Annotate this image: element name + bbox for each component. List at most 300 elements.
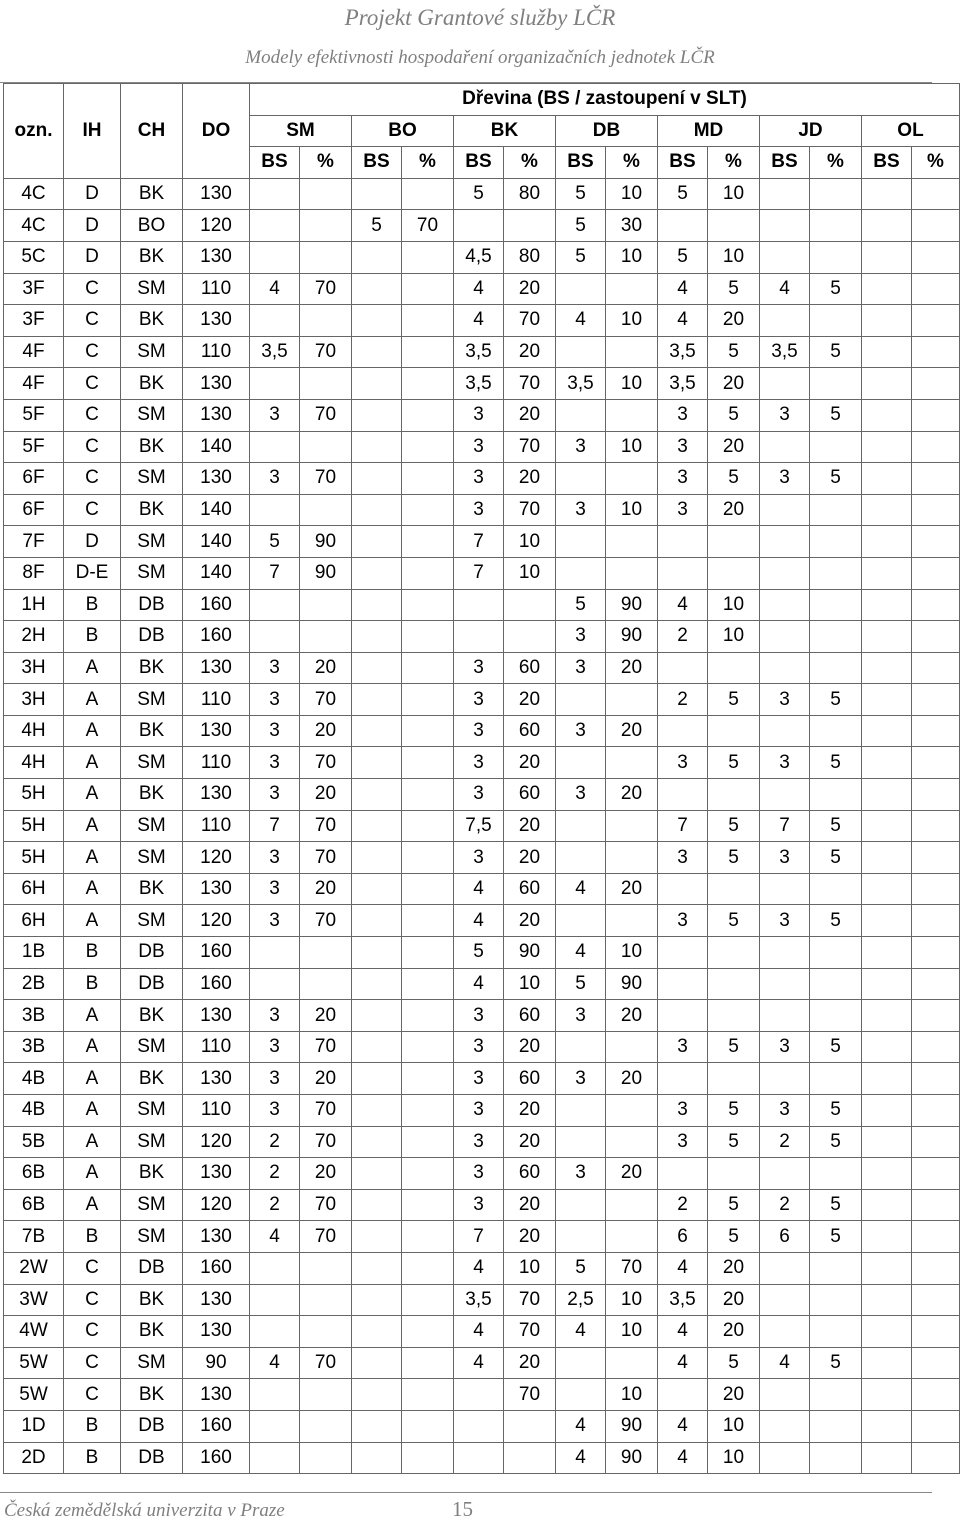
species-group-header: Dřevina (BS / zastoupení v SLT)	[250, 84, 960, 116]
table-cell: 1B	[4, 937, 64, 969]
table-cell	[402, 621, 454, 653]
table-cell	[810, 368, 862, 400]
table-row	[4, 968, 960, 1000]
table-cell: DB	[121, 621, 183, 653]
table-cell: 130	[183, 1284, 250, 1316]
column-header-ch: CH	[121, 115, 183, 147]
table-cell: 60	[504, 652, 556, 684]
table-cell	[402, 1189, 454, 1221]
table-cell	[862, 589, 912, 621]
table-cell: 70	[300, 336, 352, 368]
table-cell	[402, 273, 454, 305]
table-cell	[658, 968, 708, 1000]
table-cell	[556, 1347, 606, 1379]
table-cell: 3	[556, 715, 606, 747]
table-cell: 110	[183, 1095, 250, 1127]
subheader-bs: BS	[352, 147, 402, 179]
table-cell	[708, 937, 760, 969]
table-cell	[402, 1095, 454, 1127]
table-cell: A	[64, 873, 121, 905]
table-cell: 110	[183, 336, 250, 368]
header-key-cell	[4, 84, 64, 116]
table-cell: 5	[810, 336, 862, 368]
table-cell	[912, 557, 960, 589]
table-cell: 70	[504, 305, 556, 337]
table-cell: 3	[454, 684, 504, 716]
table-cell: 3	[454, 652, 504, 684]
table-cell	[760, 873, 810, 905]
table-cell	[810, 210, 862, 242]
table-cell: C	[64, 336, 121, 368]
table-cell: 5W	[4, 1379, 64, 1411]
table-cell: 5	[810, 810, 862, 842]
table-cell: 3,5	[658, 368, 708, 400]
table-cell	[352, 652, 402, 684]
table-cell	[912, 1031, 960, 1063]
header-row-group	[4, 84, 960, 116]
table-cell	[862, 1442, 912, 1474]
table-cell	[862, 494, 912, 526]
table-cell	[810, 589, 862, 621]
table-cell	[250, 305, 300, 337]
table-cell: 120	[183, 210, 250, 242]
table-cell: 3	[760, 684, 810, 716]
table-cell: 3	[658, 747, 708, 779]
table-cell: 3,5	[760, 336, 810, 368]
table-row	[4, 368, 960, 400]
table-cell: 20	[606, 652, 658, 684]
table-cell	[862, 937, 912, 969]
table-cell: 5	[708, 1347, 760, 1379]
table-cell: 10	[504, 557, 556, 589]
table-cell	[402, 1316, 454, 1348]
table-cell	[606, 463, 658, 495]
table-cell: 10	[606, 305, 658, 337]
table-cell	[606, 1095, 658, 1127]
table-cell	[402, 368, 454, 400]
table-cell: 7	[454, 526, 504, 558]
table-cell	[300, 305, 352, 337]
table-cell: 3	[760, 463, 810, 495]
table-cell	[606, 273, 658, 305]
table-cell: 3	[454, 842, 504, 874]
table-cell	[402, 968, 454, 1000]
table-cell: 160	[183, 968, 250, 1000]
subheader-percent: %	[708, 147, 760, 179]
table-cell	[912, 1316, 960, 1348]
table-cell	[556, 463, 606, 495]
table-row	[4, 305, 960, 337]
table-cell	[402, 1221, 454, 1253]
table-cell	[708, 779, 760, 811]
table-cell	[606, 1189, 658, 1221]
table-cell	[708, 1063, 760, 1095]
table-cell: C	[64, 1316, 121, 1348]
table-cell: 110	[183, 273, 250, 305]
table-cell	[402, 399, 454, 431]
table-cell: DB	[121, 1252, 183, 1284]
table-row	[4, 1442, 960, 1474]
column-header-do: DO	[183, 115, 250, 147]
table-cell	[402, 336, 454, 368]
table-cell: 120	[183, 842, 250, 874]
table-cell	[760, 178, 810, 210]
table-cell	[402, 589, 454, 621]
table-cell: 10	[606, 241, 658, 273]
table-cell: 3	[250, 652, 300, 684]
table-cell: 5	[556, 968, 606, 1000]
table-cell	[912, 273, 960, 305]
table-cell	[810, 557, 862, 589]
table-cell	[912, 1347, 960, 1379]
column-header-ozn: ozn.	[4, 115, 64, 147]
table-cell	[912, 968, 960, 1000]
table-cell: 5F	[4, 431, 64, 463]
table-cell	[658, 652, 708, 684]
table-cell: 4	[454, 1252, 504, 1284]
table-cell	[912, 652, 960, 684]
table-cell	[912, 779, 960, 811]
table-cell	[556, 842, 606, 874]
table-cell: BK	[121, 178, 183, 210]
subheader-percent: %	[606, 147, 658, 179]
table-cell: SM	[121, 1347, 183, 1379]
table-cell: 10	[606, 494, 658, 526]
table-cell	[760, 368, 810, 400]
table-cell	[862, 1316, 912, 1348]
table-cell: 3	[760, 905, 810, 937]
table-cell	[454, 210, 504, 242]
table-cell: 7	[250, 810, 300, 842]
table-cell	[810, 1158, 862, 1190]
table-cell: A	[64, 1063, 121, 1095]
table-cell	[556, 336, 606, 368]
table-cell	[708, 968, 760, 1000]
table-cell	[810, 494, 862, 526]
table-cell	[708, 210, 760, 242]
table-cell: 20	[708, 431, 760, 463]
table-cell	[606, 526, 658, 558]
species-header-ol: OL	[862, 115, 960, 147]
table-cell: 5	[658, 178, 708, 210]
table-cell: 3	[658, 431, 708, 463]
table-cell: 3	[454, 1031, 504, 1063]
table-cell: BK	[121, 368, 183, 400]
table-cell: C	[64, 305, 121, 337]
table-cell	[912, 684, 960, 716]
table-cell: 5	[708, 842, 760, 874]
table-row	[4, 494, 960, 526]
table-cell: 4B	[4, 1095, 64, 1127]
table-cell: 3F	[4, 305, 64, 337]
table-cell: 130	[183, 241, 250, 273]
table-row	[4, 779, 960, 811]
table-cell: SM	[121, 557, 183, 589]
table-cell	[352, 305, 402, 337]
table-cell: 4	[250, 273, 300, 305]
table-cell: 10	[606, 1379, 658, 1411]
table-cell	[250, 241, 300, 273]
table-cell: 5	[810, 1095, 862, 1127]
table-cell	[810, 1379, 862, 1411]
table-cell	[912, 241, 960, 273]
table-cell	[402, 842, 454, 874]
table-cell: 2	[760, 1189, 810, 1221]
table-cell	[862, 1063, 912, 1095]
table-cell	[810, 1316, 862, 1348]
table-row	[4, 1189, 960, 1221]
table-cell: 70	[300, 1221, 352, 1253]
table-cell: 3	[658, 494, 708, 526]
table-cell: 130	[183, 1000, 250, 1032]
table-cell	[810, 1000, 862, 1032]
table-cell	[352, 1126, 402, 1158]
table-cell: 5	[250, 526, 300, 558]
table-cell: 3	[454, 494, 504, 526]
species-table	[3, 83, 960, 1474]
table-cell: BK	[121, 494, 183, 526]
table-cell: 5	[556, 178, 606, 210]
table-cell: 20	[606, 715, 658, 747]
table-cell: A	[64, 684, 121, 716]
table-cell: 3	[658, 905, 708, 937]
table-cell	[862, 336, 912, 368]
table-cell	[556, 747, 606, 779]
table-cell	[862, 463, 912, 495]
table-cell	[606, 399, 658, 431]
table-cell	[912, 494, 960, 526]
table-cell: 10	[504, 1252, 556, 1284]
table-cell: 5	[708, 684, 760, 716]
table-cell	[352, 273, 402, 305]
table-cell: 3,5	[556, 368, 606, 400]
table-cell: C	[64, 273, 121, 305]
table-cell: 3	[760, 1031, 810, 1063]
subheader-percent: %	[912, 147, 960, 179]
table-cell	[810, 937, 862, 969]
table-cell: 3	[760, 399, 810, 431]
table-cell: 5	[810, 1189, 862, 1221]
table-cell	[862, 1347, 912, 1379]
species-header-md: MD	[658, 115, 760, 147]
table-cell: 10	[606, 431, 658, 463]
table-cell	[352, 1410, 402, 1442]
table-cell	[352, 1063, 402, 1095]
table-cell: 90	[606, 968, 658, 1000]
table-cell: BO	[121, 210, 183, 242]
table-cell: 3	[250, 715, 300, 747]
table-cell: 20	[504, 1189, 556, 1221]
table-cell: 7	[250, 557, 300, 589]
table-cell: 7	[658, 810, 708, 842]
table-cell	[912, 1063, 960, 1095]
table-cell	[352, 336, 402, 368]
table-cell	[250, 431, 300, 463]
table-cell	[250, 589, 300, 621]
table-cell	[912, 1000, 960, 1032]
table-cell	[912, 715, 960, 747]
table-cell: 70	[300, 684, 352, 716]
table-cell: D	[64, 210, 121, 242]
table-cell: A	[64, 1095, 121, 1127]
table-cell: 130	[183, 1379, 250, 1411]
table-cell	[658, 1158, 708, 1190]
table-cell: BK	[121, 431, 183, 463]
table-cell: 3F	[4, 273, 64, 305]
table-cell	[250, 1410, 300, 1442]
table-cell	[300, 1252, 352, 1284]
table-cell	[352, 747, 402, 779]
table-cell: 5	[454, 937, 504, 969]
table-cell: 70	[300, 399, 352, 431]
table-cell: 20	[504, 810, 556, 842]
table-row	[4, 1063, 960, 1095]
table-cell: 10	[708, 241, 760, 273]
table-cell: 4	[658, 1442, 708, 1474]
table-cell: 10	[504, 526, 556, 558]
table-cell: 3	[556, 652, 606, 684]
table-cell: 20	[300, 779, 352, 811]
table-cell: 4	[658, 273, 708, 305]
table-cell	[250, 1252, 300, 1284]
table-cell	[250, 210, 300, 242]
table-row	[4, 1410, 960, 1442]
footer-rule	[0, 1492, 932, 1493]
table-cell: 10	[606, 368, 658, 400]
table-cell: 3	[556, 431, 606, 463]
table-cell	[556, 526, 606, 558]
table-cell	[760, 621, 810, 653]
table-cell: 3	[658, 463, 708, 495]
table-cell	[402, 1126, 454, 1158]
table-cell: 3	[556, 779, 606, 811]
table-cell: D	[64, 178, 121, 210]
table-cell	[862, 1284, 912, 1316]
table-cell: 10	[708, 178, 760, 210]
table-cell: 70	[504, 431, 556, 463]
table-cell: A	[64, 1158, 121, 1190]
table-cell	[760, 210, 810, 242]
table-cell	[912, 526, 960, 558]
table-cell: BK	[121, 1284, 183, 1316]
table-cell	[912, 1189, 960, 1221]
table-cell	[352, 1316, 402, 1348]
table-cell	[862, 210, 912, 242]
table-cell	[606, 1347, 658, 1379]
table-cell	[352, 241, 402, 273]
table-cell	[862, 431, 912, 463]
table-row	[4, 747, 960, 779]
table-cell	[912, 178, 960, 210]
table-cell: 3B	[4, 1000, 64, 1032]
table-cell	[352, 431, 402, 463]
table-cell	[912, 589, 960, 621]
table-cell	[352, 463, 402, 495]
table-cell	[862, 368, 912, 400]
table-cell: SM	[121, 463, 183, 495]
table-cell	[912, 210, 960, 242]
table-cell	[556, 1095, 606, 1127]
table-cell	[606, 905, 658, 937]
table-cell: SM	[121, 1189, 183, 1221]
table-cell	[912, 336, 960, 368]
table-cell	[250, 1284, 300, 1316]
table-cell: 10	[708, 589, 760, 621]
table-cell: A	[64, 1189, 121, 1221]
table-cell	[300, 368, 352, 400]
subheader-bs: BS	[862, 147, 912, 179]
table-cell	[760, 526, 810, 558]
table-cell: 5	[556, 241, 606, 273]
table-cell	[504, 621, 556, 653]
table-cell	[810, 1410, 862, 1442]
table-cell: 20	[606, 1063, 658, 1095]
table-cell: 5	[708, 905, 760, 937]
table-cell	[862, 526, 912, 558]
table-cell	[402, 873, 454, 905]
table-cell: 3	[454, 399, 504, 431]
table-cell: 3	[760, 842, 810, 874]
table-cell: 6F	[4, 463, 64, 495]
table-cell	[300, 241, 352, 273]
table-cell	[862, 684, 912, 716]
table-cell	[912, 1158, 960, 1190]
table-cell: 7F	[4, 526, 64, 558]
project-subtitle: Modely efektivnosti hospodaření organizačních jednotek LČR	[245, 47, 715, 68]
header-key-cell	[183, 84, 250, 116]
table-cell: 3	[760, 1095, 810, 1127]
table-cell: 4	[658, 1252, 708, 1284]
table-cell	[862, 557, 912, 589]
table-cell	[556, 1126, 606, 1158]
table-cell: 20	[300, 1158, 352, 1190]
table-cell: 90	[606, 589, 658, 621]
table-row	[4, 1000, 960, 1032]
table-row	[4, 463, 960, 495]
table-row	[4, 178, 960, 210]
table-cell: 140	[183, 526, 250, 558]
table-cell: 3	[658, 1095, 708, 1127]
table-cell: 5	[708, 463, 760, 495]
table-cell	[912, 810, 960, 842]
table-cell	[760, 241, 810, 273]
table-cell	[912, 937, 960, 969]
table-cell	[606, 842, 658, 874]
table-cell	[352, 178, 402, 210]
table-cell: 160	[183, 1252, 250, 1284]
table-cell: 5	[708, 1221, 760, 1253]
table-cell: 130	[183, 463, 250, 495]
table-cell: DB	[121, 968, 183, 1000]
table-cell	[760, 1316, 810, 1348]
table-row	[4, 1316, 960, 1348]
table-cell	[912, 1379, 960, 1411]
table-cell	[402, 526, 454, 558]
table-cell	[760, 557, 810, 589]
table-cell	[556, 1189, 606, 1221]
table-cell: 20	[300, 1063, 352, 1095]
table-cell	[250, 1379, 300, 1411]
table-cell: 70	[300, 1031, 352, 1063]
table-cell: 4	[250, 1347, 300, 1379]
table-cell	[352, 1158, 402, 1190]
table-cell: 20	[504, 747, 556, 779]
table-cell: 120	[183, 905, 250, 937]
table-cell: 2	[250, 1126, 300, 1158]
table-cell	[708, 526, 760, 558]
table-cell	[760, 1410, 810, 1442]
table-cell	[862, 873, 912, 905]
